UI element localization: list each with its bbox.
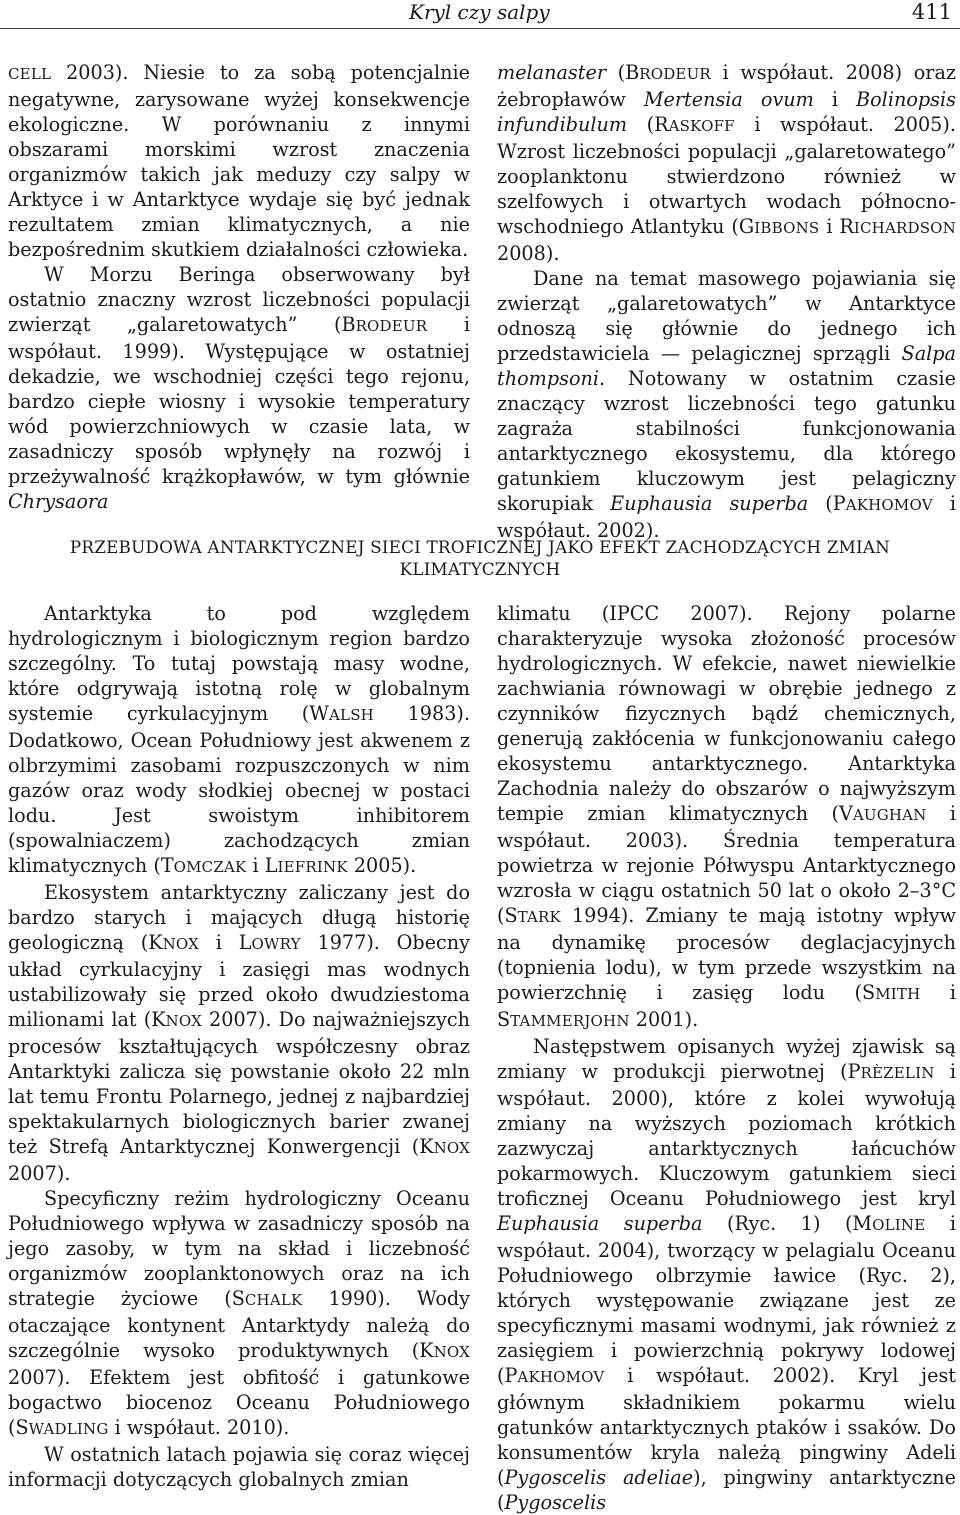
small-caps-run: OLINE [872, 1216, 926, 1234]
text-run: 1977). Obecny układ cyrkulacyjny i zasięgi mas wodnych ustabilizowały się przed około dwudziestoma milionami lat (K [8, 931, 470, 1031]
text-run: 2005). [347, 854, 417, 877]
text-run: 1990). Wody otaczające kontynent Antarktydy należą do szczególnie wysoko produktywnych (K [8, 1287, 470, 1362]
text-run: (P [808, 492, 846, 515]
small-caps-run: NOX [433, 1343, 470, 1361]
text-run: (R [627, 113, 669, 136]
text-run: . Notowany w ostatnim czasie znaczący wzrost liczebności tego gatunku zagraża stabilności funkcjonowania antarktycznego ekosystemu, dla którego gatunkiem kluczowym jest pelagiczny skorupiak [497, 367, 956, 515]
small-caps-run: IEFRINK [277, 858, 348, 876]
text-run: 1994). Zmiany te mają istotny wpływ na dynamikę procesów deglacjacyjnych (topnienia lodu), w tym przede wszystkim na powierzchnię i zasięg lodu (S [497, 904, 956, 1004]
text-run: 2007). Do najważniejszych procesów kształtujących współczesny obraz Antarktyki zalicza się powstanie około 22 mln lat temu Frontu Polarnego, jednej z najbardziej spektakularnych biologicznych barier zwanej też Strefą Antarktycznej Konwergencji (K [8, 1008, 470, 1158]
paragraph [8, 60, 470, 262]
text-run: (B [606, 61, 640, 84]
page-header [0, 0, 960, 36]
text-run: W ostatnich latach pojawia się coraz więcej informacji dotyczących globalnych zmian [8, 1443, 470, 1491]
small-caps-run: RODEUR [639, 65, 711, 83]
text-run: Specyficzny reżim hydrologiczny Oceanu Południowego wpływa w zasadniczy sposób na jego zasoby, w tym na skład i liczebność organizmów zooplanktonowych oraz na ich strategie życiowe (S [8, 1187, 470, 1310]
text-run: 2008). [497, 242, 560, 265]
text-run: i współaut. 2005). Wzrost liczebności populacji „galaretowatego” zooplanktonu stwierdzono również w szelfowych i otwartych wodach północno-wschodniego Atlantyku (G [497, 113, 956, 238]
paragraph [8, 880, 470, 1186]
italic-run: Bolinopsis infundibulum [497, 88, 956, 136]
page-number: 411 [911, 0, 952, 24]
small-caps-run: MITH [875, 985, 921, 1003]
text-run: (Ryc. 1) (M [702, 1212, 873, 1235]
small-caps-run: WADLING [28, 1420, 109, 1438]
small-caps-run: ICHARDSON [853, 219, 956, 237]
column-top-right [497, 60, 956, 543]
column-bottom-right [497, 601, 956, 1515]
small-caps-run: RODEUR [355, 317, 428, 335]
paragraph [8, 601, 470, 880]
text-run: i [813, 88, 857, 111]
text-run: i współaut. 2008) oraz żebropławów [497, 61, 957, 111]
text-run: ), pingwiny antarktyczne ( [497, 1466, 956, 1514]
text-run: Ekosystem antarktyczny zaliczany jest do bardzo starych i mających długą historię geologiczną (K [8, 881, 470, 954]
small-caps-run: CHALK [244, 1291, 303, 1309]
small-caps-run: TARK [517, 908, 561, 926]
italic-run: Chrysaora [8, 490, 109, 513]
column-top-left [8, 60, 470, 514]
small-caps-run: NOX [433, 1139, 470, 1157]
paragraph [497, 601, 956, 1034]
text-run: i współaut. 2010). [108, 1416, 290, 1439]
small-caps-run: TAMMERJOHN [510, 1012, 630, 1030]
italic-run: Pygoscelis adeliae [504, 1466, 694, 1489]
text-run: 2003). Niesie to za sobą potencjalnie negatywne, zarysowane wyżej konsekwencje ekologiczne. W porównaniu z innymi obszarami morskimi wzrost znaczenia organizmów takich jak meduzy czy salpy w Arktyce i w Antarktyce wydaje się być jednak rezultatem zmian klimatycznych, a nie bezpośrednim skutkiem działalności człowieka. [8, 61, 470, 261]
text-run: 1983). Dodatkowo, Ocean Południowy jest akwenem z olbrzymimi zasobami rozpuszczonych w nim gazów oraz wody słodkiej obecnej w postaci lodu. Jest swoistym inhibitorem (spowalniaczem) zachodzących zmian klimatycznych (T [8, 702, 470, 877]
text-run: i współaut. 2000), które z kolei wywołują zmiany na wyższych poziomach krótkich zazwyczaj antarktycznych łańcuchów pokarmowych. Kluczowym gatunkiem sieci troficznej Oceanu Południowego jest kryl [497, 1060, 956, 1210]
text-run: i współaut. 2002). Kryl jest głównym składnikiem pokarmu wielu gatunków antarktycznych ptaków i ssaków. Do konsumentów kryla należą pingwiny Adeli ( [497, 1364, 956, 1489]
small-caps-run: NOX [165, 1012, 202, 1030]
running-title: Kryl czy salpy [409, 0, 550, 24]
italic-run: Euphausia superba [497, 1212, 703, 1235]
paragraph [8, 262, 470, 514]
small-caps-run: AKHOMOV [517, 1368, 605, 1386]
small-caps-run: RÈZELIN [860, 1064, 935, 1082]
small-caps-run: OWRY [251, 935, 301, 953]
text-run: i S [497, 981, 956, 1031]
text-run: i współaut. 2004), tworzący w pelagialu Oceanu Południowego olbrzymie ławice (Ryc. 2), których występowanie związane jest ze specyficznymi masami wodnymi, jak również z zasięgiem i powierzchnią pokrywy lodowej (P [497, 1212, 956, 1387]
text-run: Antarktyka to pod względem hydrologicznym i biologicznym region bardzo szczególny. To tutaj powstają masy wodne, które odgrywają istotną rolę w globalnym systemie cyrkulacyjnym (W [8, 602, 470, 725]
text-run: 2007). Efektem jest obfitość i gatunkowe bogactwo biocenoz Oceanu Południowego (S [8, 1366, 470, 1439]
text-run: i R [819, 215, 854, 238]
text-run: B [341, 313, 356, 336]
small-caps-run: ALSH [329, 706, 374, 724]
section-heading: PRZEBUDOWA ANTARKTYCZNEJ SIECI TROFICZNEJ JAKO EFEKT ZACHODZĄCYCH ZMIAN KLIMATYCZNYCH [69, 537, 891, 579]
text-run: W Morzu Beringa obserwowany był ostatnio znaczny wzrost liczebności populacji zwierząt „galaretowatych” ( [8, 263, 470, 336]
text-run: i L [246, 854, 278, 877]
small-caps-run: CELL [8, 65, 52, 83]
italic-run: Mertensia ovum [643, 88, 814, 111]
small-caps-run: IBBONS [754, 219, 820, 237]
text-run: Następstwem opisanych wyżej zjawisk są zmiany w produkcji pierwotnej (P [497, 1035, 956, 1083]
italic-run: Pygoscelis [504, 1491, 607, 1514]
column-bottom-left [8, 601, 470, 1492]
small-caps-run: NOX [162, 935, 199, 953]
italic-run: Euphausia superba [610, 492, 809, 515]
text-run: 2001). [629, 1008, 699, 1031]
text-run: i współaut. 1999). Występujące w ostatniej dekadzie, we wschodniej części tego rejonu, bardzo ciepłe wiosny i wysokie temperatury wód powierzchniowych w czasie lata, w zasadniczy sposób wpłynęły na rozwój i przeżywalność krążkopławów, w tym głównie [8, 313, 470, 488]
text-run: i współaut. 2002). [497, 492, 956, 542]
small-caps-run: AKHOMOV [845, 496, 933, 514]
text-run: Dane na temat masowego pojawiania się zwierząt „galaretowatych” w Antarktyce odnoszą się głównie do jednego ich przedstawiciela — pelagicznej sprzągli [497, 267, 956, 365]
paragraph [497, 60, 956, 266]
text-run: klimatu (IPCC 2007). Rejony polarne charakteryzuje wysoka złożoność procesów hydrologicznych. W efekcie, nawet niewielkie zachwiania równowagi w obrębie jednego z czynników fizycznych bądź chemicznych, generują zakłócenia w funkcjonowaniu całego ekosystemu antarktycznego. Antarktyka Zachodnia należy do obszarów o najwyższym tempie zmian klimatycznych (V [497, 602, 956, 825]
paragraph [8, 1186, 470, 1442]
italic-run: melanaster [497, 61, 607, 84]
header-rule [0, 28, 960, 29]
text-run: 2007). [8, 1162, 71, 1185]
paragraph [497, 266, 956, 543]
paragraph [497, 1034, 956, 1515]
text-run: i współaut. 2003). Średnia temperatura powietrza w rejonie Półwyspu Antarktycznego wzrosła w ciągu ostatnich 50 lat o około 2–3°C (S [497, 802, 956, 927]
italic-run: Salpa thompsoni [497, 342, 956, 390]
text-run: i L [199, 931, 252, 954]
small-caps-run: ASKOFF [668, 117, 735, 135]
small-caps-run: AUGHAN [852, 806, 927, 824]
paragraph [8, 1442, 470, 1492]
small-caps-run: OMCZAK [173, 858, 247, 876]
